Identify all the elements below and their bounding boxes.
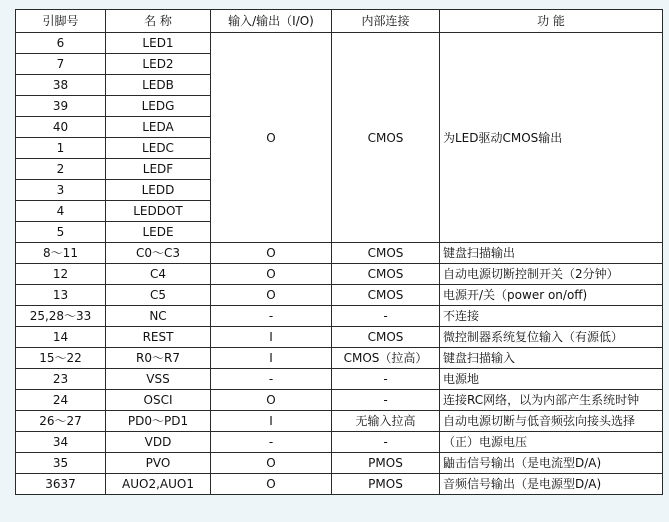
cell-name: VDD — [106, 432, 211, 453]
cell-pin: 12 — [16, 264, 106, 285]
cell-name: LEDG — [106, 96, 211, 117]
header-name: 名 称 — [106, 10, 211, 33]
cell-connection: - — [332, 306, 440, 327]
cell-connection: 无输入拉高 — [332, 411, 440, 432]
table-row — [16, 33, 663, 54]
cell-connection: - — [332, 390, 440, 411]
cell-pin: 39 — [16, 96, 106, 117]
table-row — [16, 348, 663, 369]
table-body — [16, 33, 663, 495]
table-row — [16, 369, 663, 390]
cell-name: C4 — [106, 264, 211, 285]
table-row — [16, 411, 663, 432]
cell-pin: 25,28～33 — [16, 306, 106, 327]
cell-function: 自动电源切断与低音频弦向接头选择 — [440, 411, 663, 432]
header-function: 功 能 — [440, 10, 663, 33]
cell-pin: 2 — [16, 159, 106, 180]
cell-pin: 7 — [16, 54, 106, 75]
cell-pin: 40 — [16, 117, 106, 138]
cell-name: LEDE — [106, 222, 211, 243]
cell-pin: 35 — [16, 453, 106, 474]
cell-pin: 26～27 — [16, 411, 106, 432]
cell-name: LEDC — [106, 138, 211, 159]
cell-function: 鼬击信号输出（是电流型D/A) — [440, 453, 663, 474]
cell-name: LED2 — [106, 54, 211, 75]
cell-name: LEDF — [106, 159, 211, 180]
cell-pin: 34 — [16, 432, 106, 453]
cell-name: LEDD — [106, 180, 211, 201]
cell-pin: 3637 — [16, 474, 106, 495]
header-connection: 内部连接 — [332, 10, 440, 33]
cell-name: PVO — [106, 453, 211, 474]
cell-name: PD0～PD1 — [106, 411, 211, 432]
table-row — [16, 453, 663, 474]
cell-name: LEDB — [106, 75, 211, 96]
cell-pin: 15～22 — [16, 348, 106, 369]
table-row — [16, 432, 663, 453]
cell-name: C5 — [106, 285, 211, 306]
cell-function: 连接RC网络，以为内部产生系统时钟 — [440, 390, 663, 411]
cell-io: - — [211, 432, 332, 453]
cell-function: 键盘扫描输入 — [440, 348, 663, 369]
cell-io: O — [211, 474, 332, 495]
cell-function: 自动电源切断控制开关（2分钟） — [440, 264, 663, 285]
cell-io: O — [211, 453, 332, 474]
page-bottom-strip — [0, 510, 669, 522]
cell-io: I — [211, 327, 332, 348]
cell-pin: 24 — [16, 390, 106, 411]
cell-io-led-group: O — [211, 33, 332, 243]
cell-function: 不连接 — [440, 306, 663, 327]
cell-connection: CMOS — [332, 243, 440, 264]
cell-name: LEDA — [106, 117, 211, 138]
cell-function: 电源地 — [440, 369, 663, 390]
cell-connection: - — [332, 432, 440, 453]
cell-name: R0～R7 — [106, 348, 211, 369]
cell-name: OSCI — [106, 390, 211, 411]
cell-io: - — [211, 369, 332, 390]
cell-function: 电源开/关（power on/off) — [440, 285, 663, 306]
table-row — [16, 327, 663, 348]
cell-io: I — [211, 348, 332, 369]
table-row — [16, 264, 663, 285]
cell-connection-led-group: CMOS — [332, 33, 440, 243]
cell-pin: 3 — [16, 180, 106, 201]
cell-pin: 23 — [16, 369, 106, 390]
cell-function: 微控制器系统复位输入（有源低） — [440, 327, 663, 348]
cell-pin: 1 — [16, 138, 106, 159]
cell-pin: 8～11 — [16, 243, 106, 264]
cell-name: REST — [106, 327, 211, 348]
cell-io: - — [211, 306, 332, 327]
table-row — [16, 474, 663, 495]
cell-name: AUO2,AUO1 — [106, 474, 211, 495]
cell-io: O — [211, 264, 332, 285]
cell-connection: PMOS — [332, 453, 440, 474]
cell-connection: PMOS — [332, 474, 440, 495]
cell-name: NC — [106, 306, 211, 327]
pin-table-container — [15, 9, 663, 495]
table-row — [16, 285, 663, 306]
cell-name: LEDDOT — [106, 201, 211, 222]
cell-name: C0～C3 — [106, 243, 211, 264]
cell-pin: 5 — [16, 222, 106, 243]
cell-function: 键盘扫描输出 — [440, 243, 663, 264]
table-header-row — [16, 10, 663, 33]
cell-connection: - — [332, 369, 440, 390]
table-row — [16, 390, 663, 411]
cell-function: （正）电源电压 — [440, 432, 663, 453]
cell-pin: 14 — [16, 327, 106, 348]
cell-function: 音频信号输出（是电源型D/A) — [440, 474, 663, 495]
cell-name: VSS — [106, 369, 211, 390]
cell-pin: 13 — [16, 285, 106, 306]
cell-io: O — [211, 390, 332, 411]
cell-connection: CMOS — [332, 285, 440, 306]
cell-name: LED1 — [106, 33, 211, 54]
pin-function-table — [15, 9, 663, 495]
cell-connection: CMOS（拉高） — [332, 348, 440, 369]
table-row — [16, 306, 663, 327]
cell-connection: CMOS — [332, 264, 440, 285]
cell-pin: 4 — [16, 201, 106, 222]
table-row — [16, 243, 663, 264]
header-io: 输入/输出（I/O) — [211, 10, 332, 33]
cell-pin: 38 — [16, 75, 106, 96]
cell-pin: 6 — [16, 33, 106, 54]
cell-io: O — [211, 285, 332, 306]
cell-io: O — [211, 243, 332, 264]
cell-function-led-group: 为LED驱动CMOS输出 — [440, 33, 663, 243]
cell-connection: CMOS — [332, 327, 440, 348]
header-pin: 引脚号 — [16, 10, 106, 33]
cell-io: I — [211, 411, 332, 432]
